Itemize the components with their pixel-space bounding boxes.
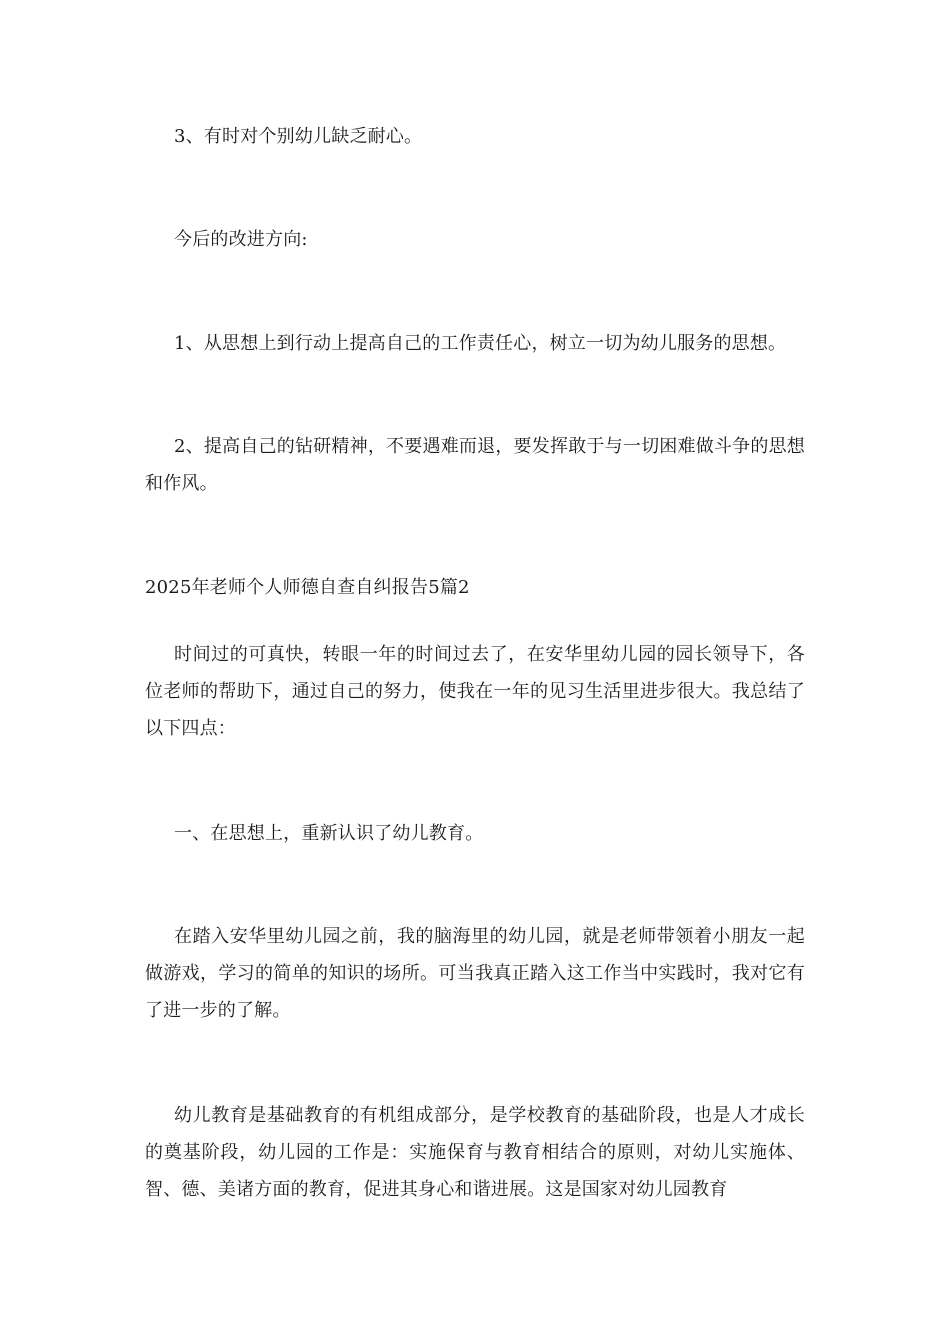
- paragraph-shortcoming-3: 3、有时对个别幼儿缺乏耐心。: [174, 126, 423, 147]
- section-title: 2025年老师个人师德自查自纠报告5篇2: [145, 577, 470, 598]
- paragraph-early-education: 幼儿教育是基础教育的有机组成部分，是学校教育的基础阶段，也是人才成长的奠基阶段，幼儿园的工作是：实施保育与教育相结合的原则，对幼儿实施体、智、德、美诸方面的教育，促进其身心和谐进展。这是国家对幼儿园教育: [145, 1105, 805, 1200]
- paragraph-improvement-1: 1、从思想上到行动上提高自己的工作责任心，树立一切为幼儿服务的思想。: [174, 333, 787, 354]
- paragraph-improvement-heading: 今后的改进方向:: [174, 229, 308, 250]
- paragraph-before-kindergarten: 在踏入安华里幼儿园之前，我的脑海里的幼儿园，就是老师带领着小朋友一起做游戏，学习的简单的知识的场所。可当我真正踏入这工作当中实践时，我对它有了进一步的了解。: [145, 926, 805, 1021]
- paragraph-improvement-2: 2、提高自己的钻研精神，不要遇难而退，要发挥敢于与一切困难做斗争的思想和作风。: [145, 436, 805, 494]
- paragraph-intro: 时间过的可真快，转眼一年的时间过去了，在安华里幼儿园的园长领导下，各位老师的帮助下，通过自己的努力，使我在一年的见习生活里进步很大。我总结了以下四点：: [145, 644, 805, 739]
- paragraph-point-1-heading: 一、在思想上，重新认识了幼儿教育。: [174, 823, 484, 844]
